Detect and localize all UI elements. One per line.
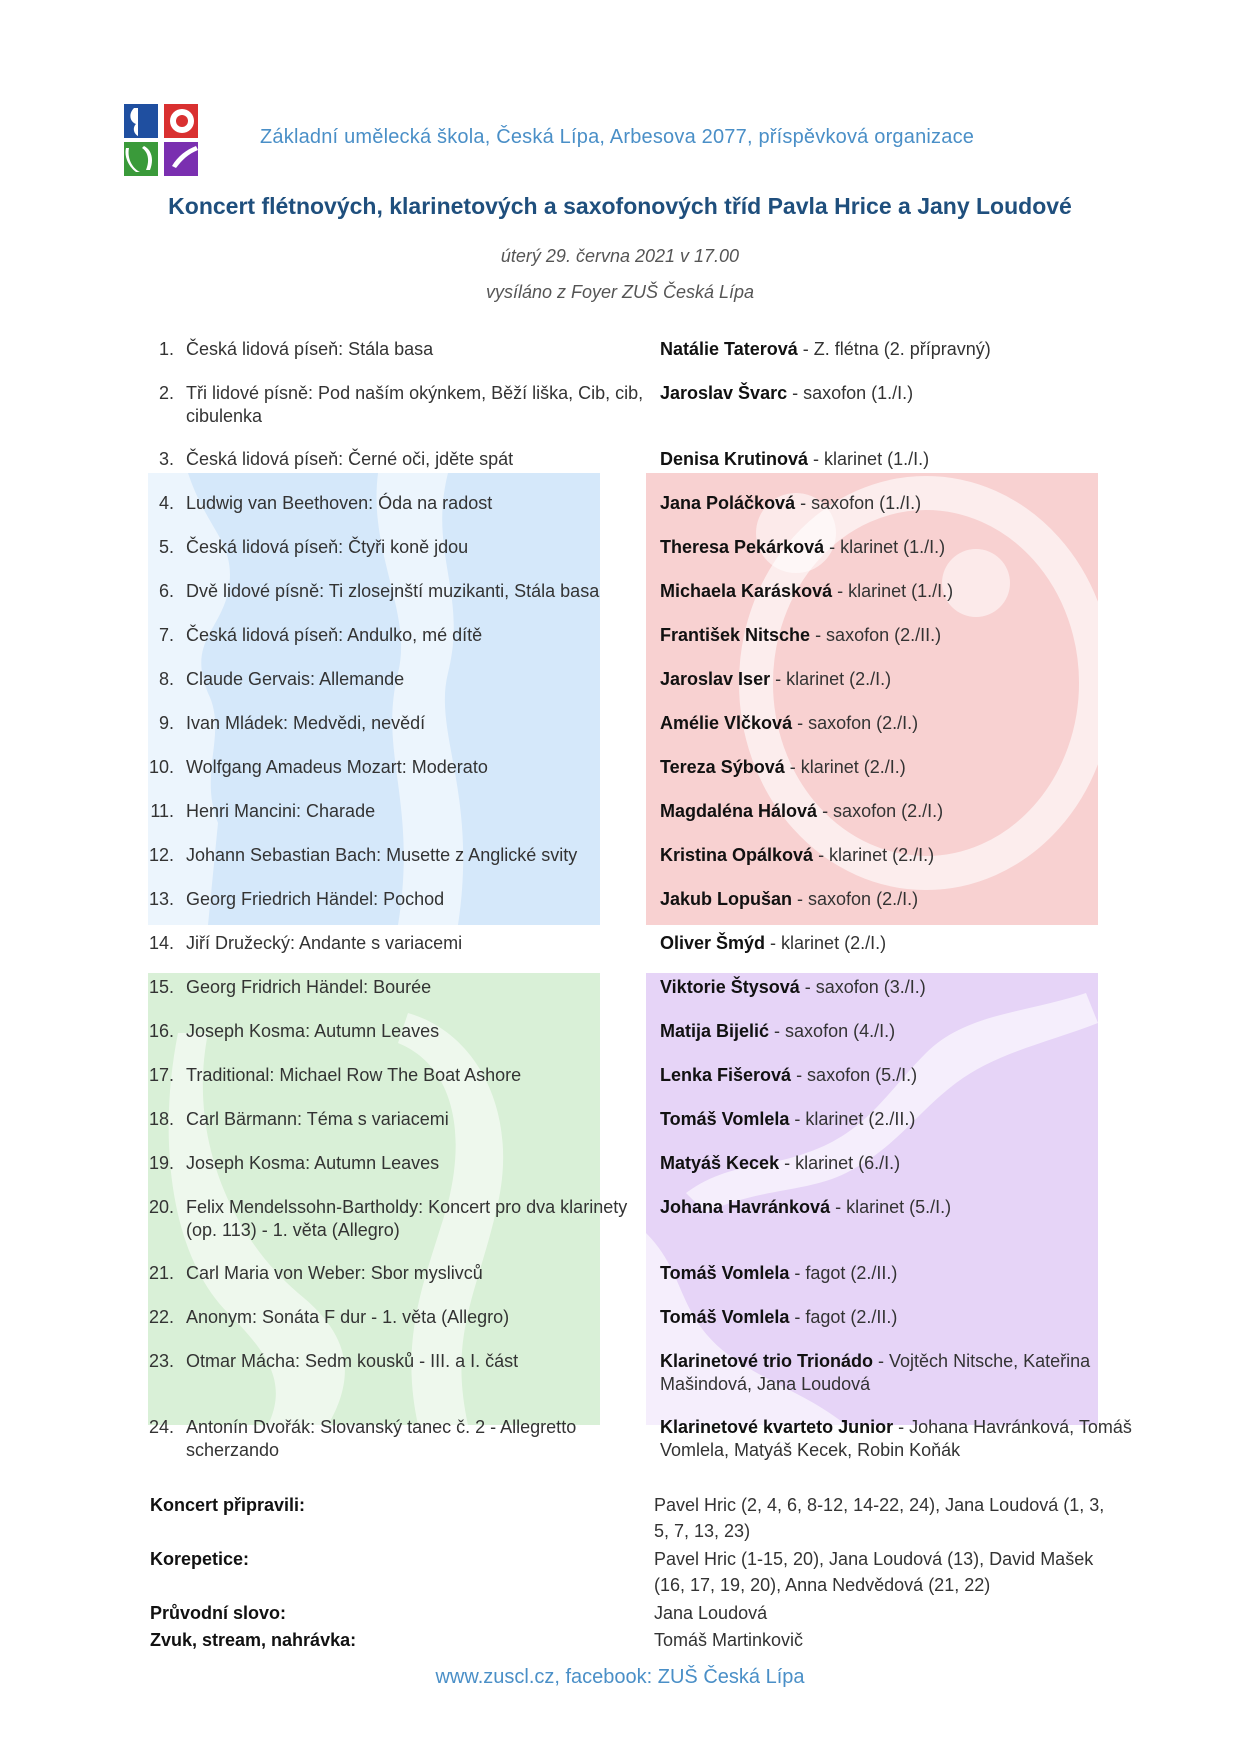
performer-detail: - klarinet (2./II.) [789, 1109, 916, 1129]
program-performer [660, 1306, 1135, 1329]
program-performer [660, 536, 1135, 559]
performer-name: Oliver Šmýd [660, 933, 766, 953]
performer-name: Viktorie Štysová [660, 977, 800, 997]
program-performer [660, 668, 1135, 691]
performer-detail: - Vojtěch Nitsche, Kateřina Mašindová, Jana Loudová [660, 1351, 1091, 1394]
performer-name: Natálie Taterová [660, 339, 798, 359]
performer-detail: - saxofon (2./I.) [792, 889, 919, 909]
performer-detail: - klarinet (1./I.) [832, 581, 954, 601]
program-number: 21. [148, 1263, 174, 1283]
performer-name: Klarinetové kvarteto Junior [660, 1417, 894, 1437]
performer-name: Jakub Lopušan [660, 889, 793, 909]
program-performer [660, 1196, 1135, 1219]
performer-name: Denisa Krutinová [660, 449, 809, 469]
concert-date: úterý 29. června 2021 v 17.00 [500, 246, 740, 266]
credit-label: Korepetice: [150, 1549, 250, 1569]
program-piece: Česká lidová píseň: Černé oči, jděte spát [186, 449, 514, 469]
performer-detail: - klarinet (2./I.) [813, 845, 935, 865]
performer-detail: - fagot (2./II.) [789, 1263, 898, 1283]
program-number: 11. [150, 801, 174, 821]
performer-name: Jaroslav Švarc [660, 383, 788, 403]
program-number: 1. [158, 339, 174, 359]
performer-detail: - klarinet (6./I.) [779, 1153, 901, 1173]
program-piece: Anonym: Sonáta F dur - 1. věta (Allegro) [186, 1307, 510, 1327]
program-piece: Claude Gervais: Allemande [186, 669, 405, 689]
program-piece: Georg Fridrich Händel: Bourée [186, 977, 432, 997]
performer-detail: - klarinet (2./I.) [784, 757, 906, 777]
credit-label: Průvodní slovo: [150, 1603, 287, 1623]
page-title: Koncert flétnových, klarinetových a saxofonových tříd Pavla Hrice a Jany Loudové [168, 193, 1072, 219]
performer-detail: - saxofon (5./I.) [791, 1065, 918, 1085]
performer-name: Tereza Sýbová [660, 757, 785, 777]
program-performer [660, 800, 1135, 823]
program-number: 23. [148, 1351, 174, 1371]
credit-value: Pavel Hric (2, 4, 6, 8-12, 14-22, 24), Jana Loudová (1, 3, 5, 7, 13, 23) [654, 1495, 1105, 1541]
footer-links[interactable]: www.zuscl.cz, facebook: ZUŠ Česká Lípa [435, 1666, 805, 1688]
program-number: 15. [148, 977, 174, 997]
program-performer [660, 1416, 1135, 1462]
program-performer [660, 624, 1135, 647]
performer-name: Magdaléna Hálová [660, 801, 818, 821]
performer-detail: - saxofon (2./II.) [810, 625, 942, 645]
program-performer [660, 844, 1135, 867]
performer-name: Jaroslav Iser [660, 669, 771, 689]
performer-name: Jana Poláčková [660, 493, 796, 513]
program-performer [660, 1262, 1135, 1285]
credit-value: Pavel Hric (1-15, 20), Jana Loudová (13), David Mašek (16, 17, 19, 20), Anna Nedvědová (21, 22) [654, 1549, 1094, 1595]
program-piece: Joseph Kosma: Autumn Leaves [186, 1021, 440, 1041]
program-performer [660, 756, 1135, 779]
credit-value: Tomáš Martinkovič [654, 1630, 804, 1650]
credit-label: Zvuk, stream, nahrávka: [150, 1630, 357, 1650]
program-number: 5. [158, 537, 174, 557]
program-performer [660, 382, 1135, 405]
program-performer [660, 1064, 1135, 1087]
program-number: 19. [148, 1153, 174, 1173]
program-piece: Felix Mendelssohn-Bartholdy: Koncert pro dva klarinety (op. 113) - 1. věta (Allegro) [186, 1197, 628, 1240]
program-piece: Joseph Kosma: Autumn Leaves [186, 1153, 440, 1173]
credit-label: Koncert připravili: [150, 1495, 306, 1515]
school-name: Základní umělecká škola, Česká Lípa, Arbesova 2077, příspěvková organizace [260, 126, 975, 148]
performer-name: Johana Havránková [660, 1197, 831, 1217]
performer-detail: - klarinet (2./I.) [770, 669, 892, 689]
performer-name: Matija Bijelić [660, 1021, 770, 1041]
program-piece: Dvě lidové písně: Ti zlosejnští muzikanti, Stála basa [186, 581, 600, 601]
program-piece: Georg Friedrich Händel: Pochod [186, 889, 445, 909]
performer-detail: - klarinet (1./I.) [824, 537, 946, 557]
program-number: 12. [148, 845, 174, 865]
program-piece: Johann Sebastian Bach: Musette z Anglické svity [186, 845, 578, 865]
program-number: 8. [158, 669, 174, 689]
program-number: 20. [148, 1197, 174, 1217]
program-number: 9. [158, 713, 174, 733]
performer-name: Amélie Vlčková [660, 713, 793, 733]
performer-detail: - klarinet (2./I.) [765, 933, 887, 953]
performer-name: Theresa Pekárková [660, 537, 825, 557]
program-piece: Česká lidová píseň: Stála basa [186, 339, 434, 359]
performer-detail: - saxofon (2./I.) [792, 713, 919, 733]
program-piece: Česká lidová píseň: Čtyři koně jdou [186, 537, 469, 557]
program-performer [660, 338, 1135, 361]
performer-detail: - saxofon (1./I.) [795, 493, 922, 513]
performer-name: Tomáš Vomlela [660, 1307, 790, 1327]
performer-detail: - Johana Havránková, Tomáš Vomlela, Matyáš Kecek, Robin Koňák [660, 1417, 1132, 1460]
program-piece: Antonín Dvořák: Slovanský tanec č. 2 - Allegretto scherzando [186, 1417, 577, 1460]
performer-detail: - saxofon (2./I.) [817, 801, 944, 821]
performer-name: Tomáš Vomlela [660, 1263, 790, 1283]
program-number: 2. [158, 383, 174, 403]
performer-detail: - Z. flétna (2. přípravný) [797, 339, 991, 359]
program-piece: Henri Mancini: Charade [186, 801, 376, 821]
performer-name: Kristina Opálková [660, 845, 814, 865]
program-piece: Traditional: Michael Row The Boat Ashore [186, 1065, 522, 1085]
program-piece: Česká lidová píseň: Andulko, mé dítě [186, 625, 483, 645]
program-piece: Ludwig van Beethoven: Óda na radost [186, 493, 493, 513]
performer-name: Matyáš Kecek [660, 1153, 780, 1173]
program-piece: Tři lidové písně: Pod naším okýnkem, Běží liška, Cib, cib, cibulenka [186, 383, 644, 426]
program-number: 13. [148, 889, 174, 909]
program-number: 10. [148, 757, 174, 777]
program-piece: Wolfgang Amadeus Mozart: Moderato [186, 757, 488, 777]
program-performer [660, 1108, 1135, 1131]
performer-name: Klarinetové trio Trionádo [660, 1351, 874, 1371]
program-performer [660, 492, 1135, 515]
performer-name: Tomáš Vomlela [660, 1109, 790, 1129]
program-performer [660, 580, 1135, 603]
program-performer [660, 712, 1135, 735]
program-number: 17. [148, 1065, 174, 1085]
program-performer [660, 976, 1135, 999]
program-number: 4. [158, 493, 174, 513]
performer-detail: - klarinet (5./I.) [830, 1197, 952, 1217]
program-performer [660, 1152, 1135, 1175]
performer-detail: - fagot (2./II.) [789, 1307, 898, 1327]
performer-detail: - saxofon (1./I.) [787, 383, 914, 403]
program-number: 24. [148, 1417, 174, 1437]
program-number: 18. [148, 1109, 174, 1129]
program-performer [660, 1020, 1135, 1043]
program-piece: Otmar Mácha: Sedm kousků - III. a I. část [186, 1351, 519, 1371]
program-number: 6. [158, 581, 174, 601]
concert-venue: vysíláno z Foyer ZUŠ Česká Lípa [485, 282, 755, 302]
program-performer [660, 888, 1135, 911]
program-piece: Carl Bärmann: Téma s variacemi [186, 1109, 449, 1129]
program-number: 22. [148, 1307, 174, 1327]
performer-name: František Nitsche [660, 625, 811, 645]
program-number: 16. [148, 1021, 174, 1041]
program-number: 14. [148, 933, 174, 953]
program-performer [660, 932, 1135, 955]
program-piece: Carl Maria von Weber: Sbor myslivců [186, 1263, 483, 1283]
program-number: 7. [158, 625, 174, 645]
program-piece: Jiří Družecký: Andante s variacemi [186, 933, 463, 953]
program-performer [660, 448, 1135, 471]
performer-name: Michaela Karásková [660, 581, 833, 601]
program-piece: Ivan Mládek: Medvědi, nevědí [186, 713, 426, 733]
credit-value: Jana Loudová [654, 1603, 768, 1623]
performer-name: Lenka Fišerová [660, 1065, 792, 1085]
performer-detail: - saxofon (4./I.) [769, 1021, 896, 1041]
program-performer [660, 1350, 1135, 1396]
program-number: 3. [158, 449, 174, 469]
performer-detail: - klarinet (1./I.) [808, 449, 930, 469]
performer-detail: - saxofon (3./I.) [799, 977, 926, 997]
